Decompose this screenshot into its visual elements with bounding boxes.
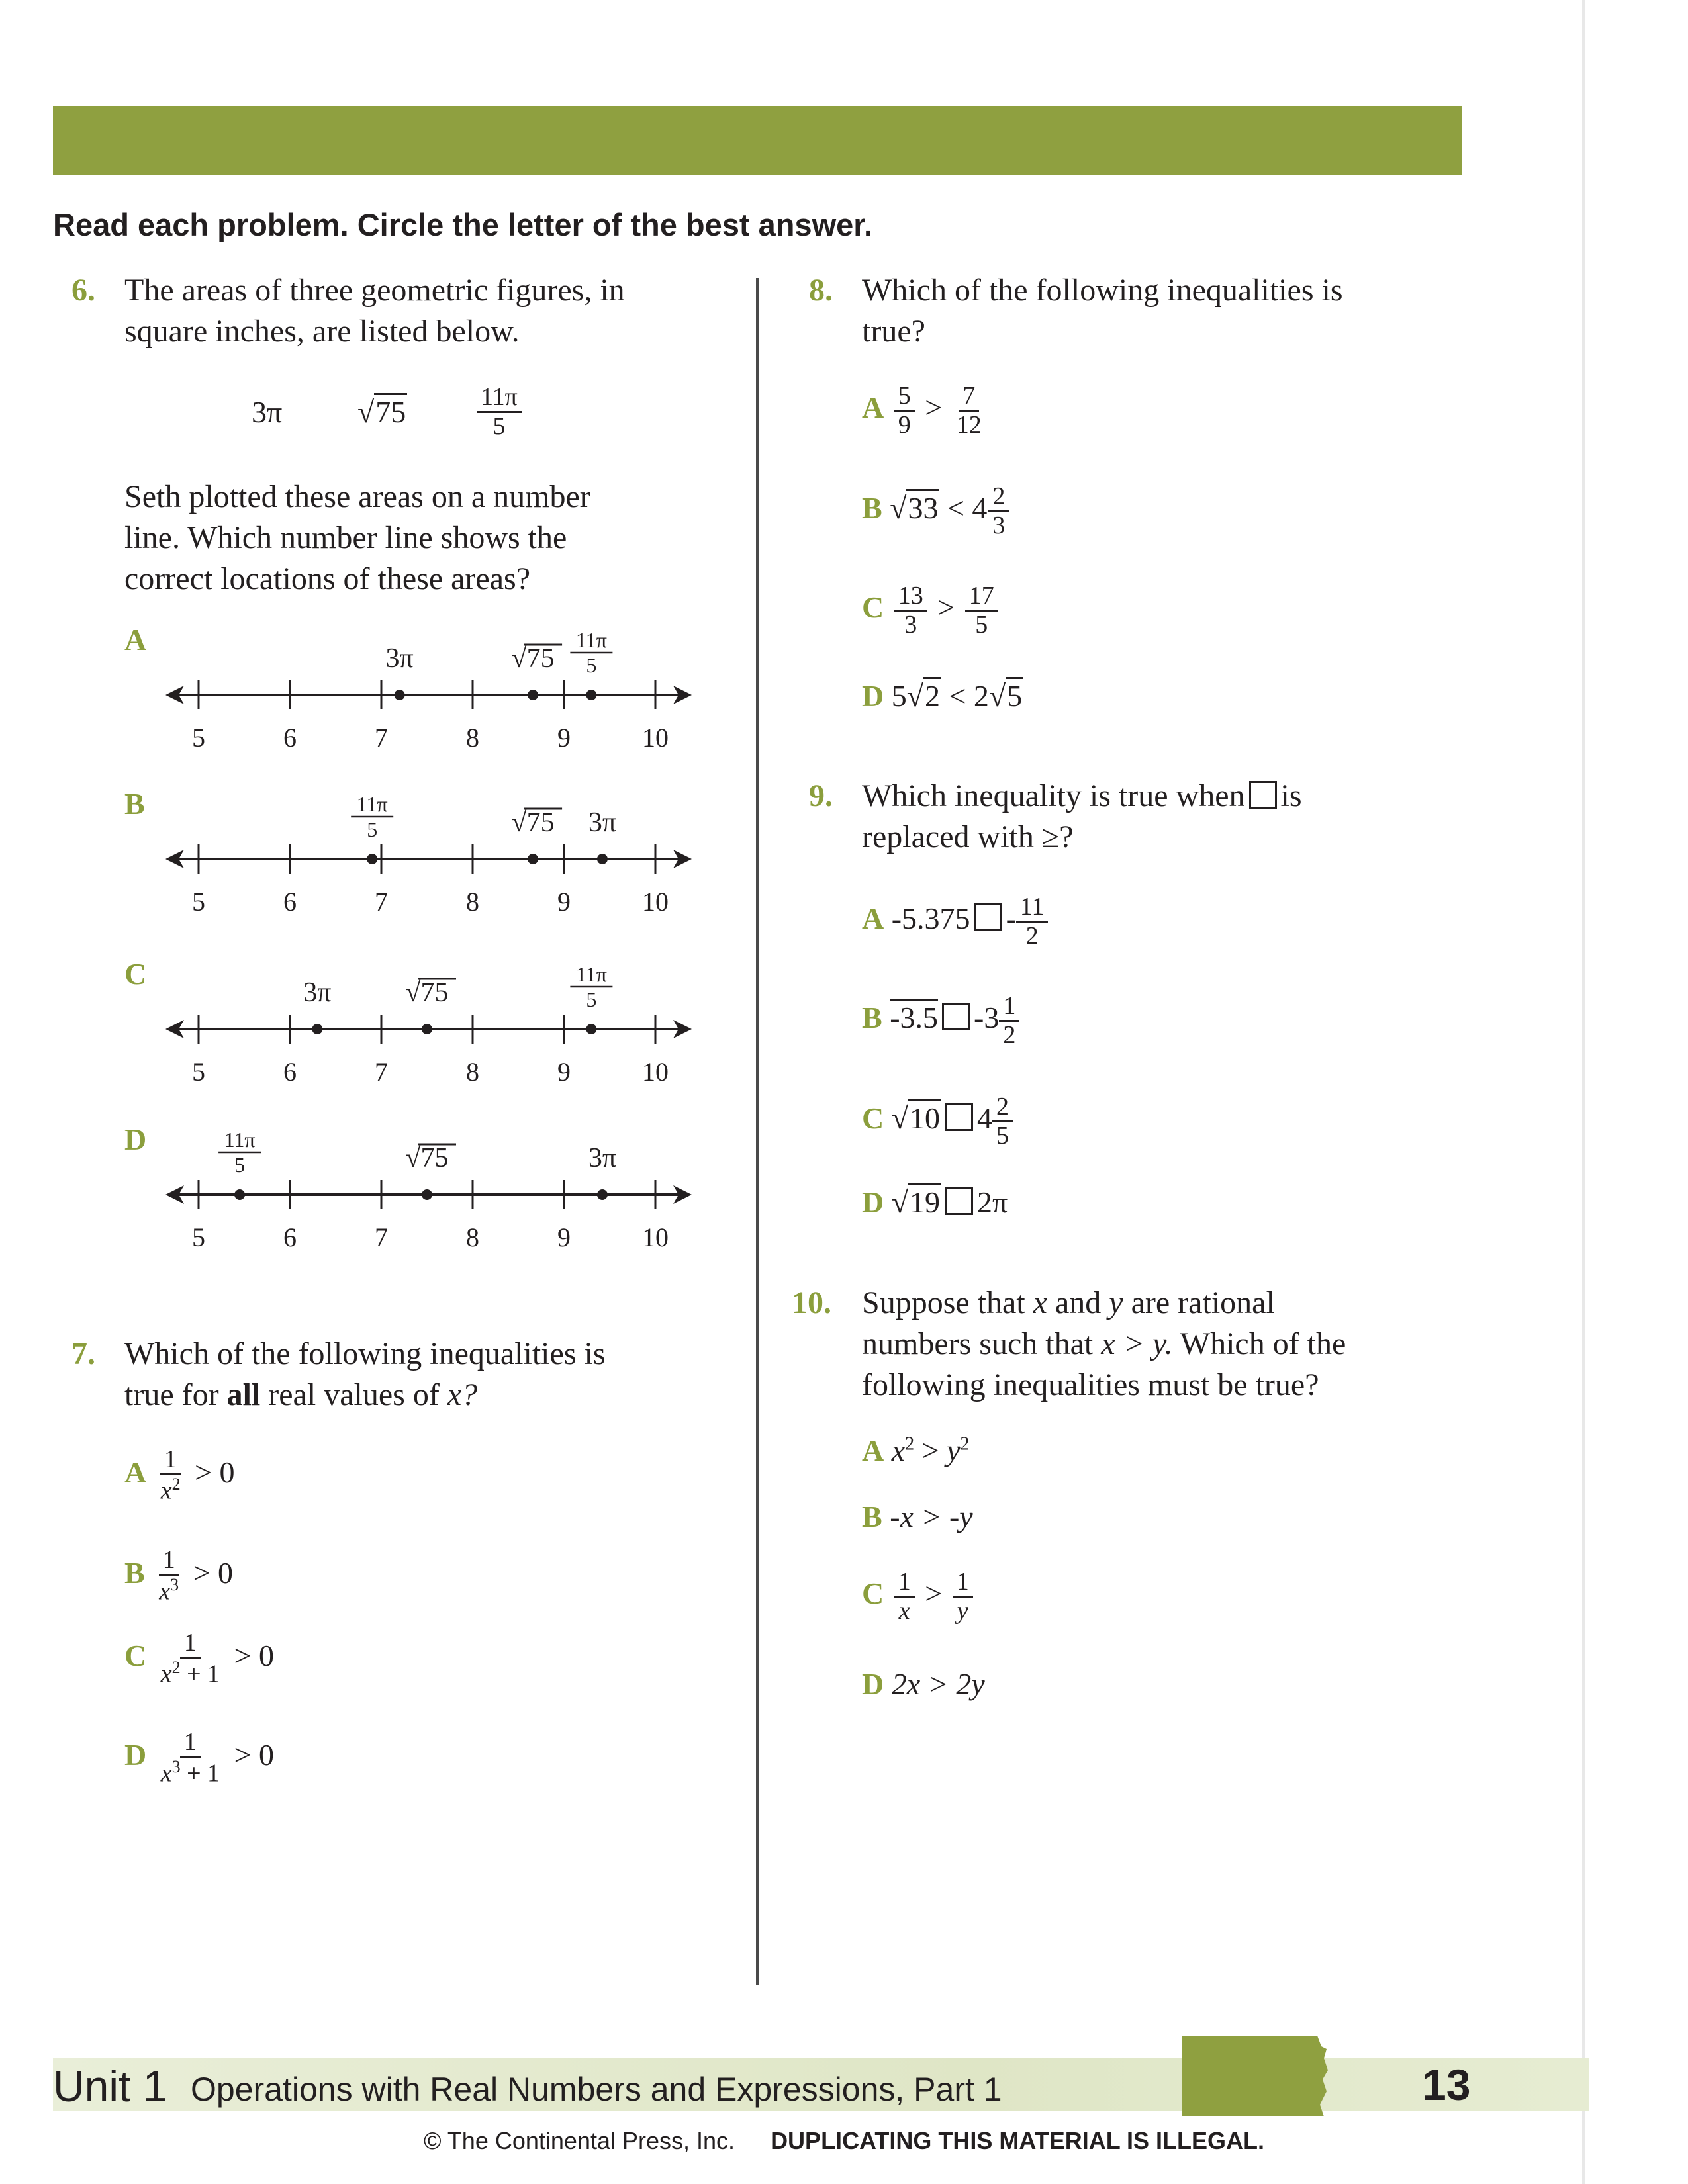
plotted-point <box>422 1189 432 1200</box>
number-line-d <box>132 1128 728 1261</box>
question-text: line. Which number line shows the <box>124 520 567 555</box>
svg-text:√75: √75 <box>511 807 555 838</box>
svg-text:√75: √75 <box>511 643 555 674</box>
plotted-point <box>312 1024 322 1034</box>
value-3pi: 3π <box>252 395 283 429</box>
footer-unit: Unit 1 <box>53 2062 167 2111</box>
q6-option-letter[interactable]: A <box>124 623 147 657</box>
question-text: The areas of three geometric figures, in <box>124 273 625 308</box>
tick-label: 9 <box>557 1222 571 1252</box>
q10-option-d[interactable]: D 2x > 2y <box>862 1667 985 1701</box>
q10-option-a[interactable]: A $x^2 > y^2$ <box>862 1433 970 1467</box>
tick-label: 10 <box>642 887 669 917</box>
option-letter[interactable]: D <box>862 1185 884 1219</box>
plotted-point <box>367 854 377 864</box>
q10-option-b[interactable]: B -x > -y <box>862 1500 973 1533</box>
q6-option-letter[interactable]: D <box>124 1122 147 1156</box>
question-number: 8. <box>809 273 833 308</box>
tick-label: 8 <box>466 887 479 917</box>
point-label <box>385 643 413 674</box>
q7-option-a[interactable]: A $\frac{1}{x^2}$ > 0 <box>124 1445 235 1505</box>
tick-label: 6 <box>283 1222 297 1252</box>
number-line-c <box>132 963 728 1095</box>
area-values <box>252 384 549 450</box>
copyright-warning: DUPLICATING THIS MATERIAL IS ILLEGAL. <box>771 2127 1265 2154</box>
svg-text:3π: 3π <box>588 807 617 838</box>
point-label <box>405 1143 456 1173</box>
tick-label: 6 <box>283 887 297 917</box>
question-text: true for <box>124 1377 227 1412</box>
number-line-b <box>132 793 728 925</box>
variable-x: x? <box>447 1377 478 1412</box>
question-text: replaced with ≥? <box>862 819 1074 854</box>
point-label <box>405 978 456 1008</box>
question-9 <box>809 776 1471 858</box>
plotted-point <box>597 1189 608 1200</box>
placeholder-box <box>1249 781 1277 809</box>
pennsylvania-state-icon <box>1170 2032 1329 2122</box>
point-label <box>512 807 563 838</box>
svg-text:5: 5 <box>367 817 378 841</box>
question-6-text-2 <box>124 477 740 600</box>
question-number: 7. <box>71 1336 95 1371</box>
plotted-point <box>586 690 596 700</box>
question-text: Seth plotted these areas on a number <box>124 479 590 514</box>
tick-label: 10 <box>642 1222 669 1252</box>
svg-text:11π: 11π <box>575 629 607 652</box>
option-letter[interactable]: D <box>862 1667 884 1701</box>
footer-copyright <box>0 2127 1688 2155</box>
header-banner <box>53 106 1462 175</box>
q6-option-letter[interactable]: C <box>124 957 147 991</box>
page-edge-shadow <box>1582 0 1585 2184</box>
tick-label: 7 <box>375 1057 388 1087</box>
tick-label: 8 <box>466 723 479 752</box>
question-number: 9. <box>809 778 833 813</box>
svg-text:5: 5 <box>586 653 597 677</box>
tick-label: 10 <box>642 1057 669 1087</box>
option-letter[interactable]: A <box>124 1455 147 1489</box>
plotted-point <box>597 854 608 864</box>
question-text: correct locations of these areas? <box>124 561 531 596</box>
svg-text:3π: 3π <box>303 978 332 1008</box>
plotted-point <box>422 1024 432 1034</box>
option-letter[interactable]: B <box>862 1001 882 1035</box>
question-6 <box>71 270 740 352</box>
tick-label: 7 <box>375 1222 388 1252</box>
footer-title: Operations with Real Numbers and Expressions, Part 1 <box>191 2071 1002 2108</box>
point-label <box>588 1143 616 1173</box>
question-number: 6. <box>71 273 95 308</box>
svg-text:11π: 11π <box>575 963 607 986</box>
q7-option-b[interactable]: B $\frac{1}{x^3}$ > 0 <box>124 1546 234 1606</box>
q8-option-c[interactable]: C $\frac{13}{3}$ > $\frac{17}{5}$ <box>862 582 1001 639</box>
q8-option-a[interactable]: A $\frac{5}{9}$ > $\frac{7}{12}$ <box>862 382 982 439</box>
question-number: 10. <box>792 1285 831 1320</box>
tick-label: 9 <box>557 723 571 752</box>
question-text: square inches, are listed below. <box>124 314 520 349</box>
svg-text:√75: √75 <box>405 978 449 1008</box>
svg-text:√75: √75 <box>405 1143 449 1173</box>
tick-label: 7 <box>375 887 388 917</box>
value-11pi-over-5: $\frac{11\pi}{5}$ <box>477 384 522 440</box>
option-letter[interactable]: D <box>124 1737 147 1772</box>
plotted-point <box>586 1024 596 1034</box>
question-text: Which of the following inequalities is <box>124 1336 606 1371</box>
point-label <box>588 807 616 838</box>
tick-label: 6 <box>283 723 297 752</box>
tick-label: 10 <box>642 723 669 752</box>
instructions: Read each problem. Circle the letter of the best answer. <box>53 207 873 242</box>
plotted-point <box>234 1189 245 1200</box>
question-10: 10. Suppose that x and y are rational numbers such that x > y. Which of the following inequalities must be true? <box>792 1283 1480 1406</box>
svg-text:5: 5 <box>586 987 597 1011</box>
option-letter[interactable]: A <box>862 1433 884 1467</box>
question-8 <box>809 270 1471 352</box>
option-letter[interactable]: D <box>862 679 884 713</box>
tick-label: 9 <box>557 887 571 917</box>
question-text: real values of <box>260 1377 447 1412</box>
page-number: 13 <box>1422 2060 1471 2109</box>
point-label <box>570 963 612 1011</box>
q9-option-a[interactable]: A -5.375 - $\frac{11}{2}$ <box>862 893 1051 950</box>
plotted-point <box>528 690 538 700</box>
tick-label: 5 <box>192 1057 205 1087</box>
number-line-a <box>132 629 728 761</box>
question-text: Which of the following inequalities is <box>862 273 1343 308</box>
question-7 <box>71 1334 740 1416</box>
q7-option-c[interactable]: C $\frac{1}{x^2 + 1}$ > 0 <box>124 1629 274 1688</box>
q8-option-d[interactable]: D 5√2 < 2√5 <box>862 678 1023 713</box>
tick-label: 9 <box>557 1057 571 1087</box>
question-text: is <box>1280 778 1302 813</box>
q10-option-c[interactable]: C $\frac{1}{x}$ > $\frac{1}{y}$ <box>862 1569 976 1625</box>
tick-label: 8 <box>466 1057 479 1087</box>
question-text: true? <box>862 314 925 349</box>
tick-label: 5 <box>192 1222 205 1252</box>
point-label <box>512 643 563 674</box>
tick-label: 5 <box>192 723 205 752</box>
emphasis-all: all <box>226 1377 261 1412</box>
value-sqrt75: √75 <box>357 394 407 430</box>
option-letter[interactable]: B <box>862 1500 882 1533</box>
svg-text:11π: 11π <box>224 1128 256 1152</box>
point-label <box>303 978 331 1008</box>
q9-option-b[interactable]: B -3.5 -3 $\frac{1}{2}$ <box>862 993 1022 1049</box>
option-letter[interactable]: B <box>862 491 882 525</box>
point-label <box>351 793 393 841</box>
svg-text:11π: 11π <box>356 793 388 816</box>
plotted-point <box>395 690 405 700</box>
tick-label: 8 <box>466 1222 479 1252</box>
q9-option-d[interactable]: D √19 2π <box>862 1185 1008 1220</box>
option-letter[interactable]: C <box>862 1576 884 1611</box>
option-letter[interactable]: C <box>862 1101 884 1136</box>
option-letter[interactable]: A <box>862 901 884 936</box>
q7-option-d[interactable]: D $\frac{1}{x^3 + 1}$ > 0 <box>124 1728 274 1788</box>
column-divider <box>756 278 759 1985</box>
option-letter[interactable]: B <box>124 1555 145 1590</box>
plotted-point <box>528 854 538 864</box>
option-letter[interactable]: C <box>124 1638 147 1672</box>
q8-option-b[interactable]: B √33 < 4 $\frac{2}{3}$ <box>862 483 1011 539</box>
tick-label: 7 <box>375 723 388 752</box>
copyright-text: © The Continental Press, Inc. <box>423 2127 735 2154</box>
point-label <box>570 629 612 677</box>
point-label <box>218 1128 261 1177</box>
q9-option-c[interactable]: C √10 4 $\frac{2}{5}$ <box>862 1093 1015 1150</box>
question-text: Which inequality is true when <box>862 778 1245 813</box>
svg-text:3π: 3π <box>385 643 414 674</box>
svg-text:3π: 3π <box>588 1143 617 1173</box>
tick-label: 5 <box>192 887 205 917</box>
option-letter[interactable]: C <box>862 590 884 625</box>
q6-option-letter[interactable]: B <box>124 787 145 821</box>
tick-label: 6 <box>283 1057 297 1087</box>
option-letter[interactable]: A <box>862 390 884 425</box>
svg-text:5: 5 <box>234 1153 246 1177</box>
